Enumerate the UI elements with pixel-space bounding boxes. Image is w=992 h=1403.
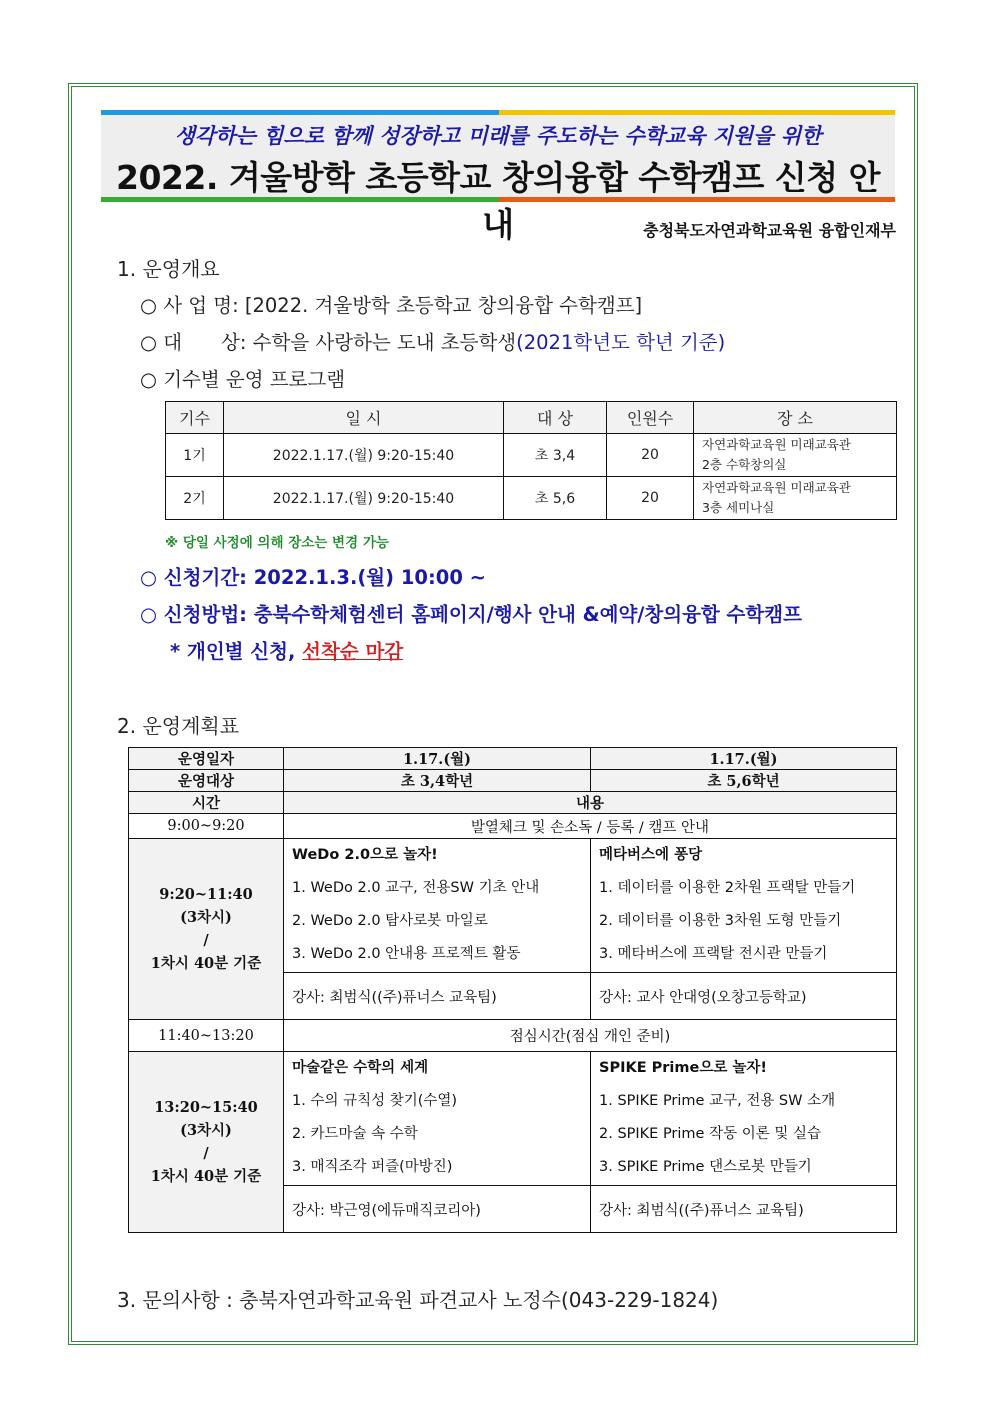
- slot4-program-b: SPIKE Prime으로 놀자! 1. SPIKE Prime 교구, 전용 SW 소개 2. SPIKE Prime 작동 이론 및 실습 3. SPIKE Prime 댄스로봇 만들기: [591, 1052, 897, 1186]
- apply-note: * 개인별 신청, 선착순 마감: [170, 640, 404, 663]
- slot4-time: 13:20~15:40 (3차시) / 1차시 40분 기준: [129, 1052, 284, 1233]
- slot2-time: 9:20~11:40 (3차시) / 1차시 40분 기준: [129, 839, 284, 1020]
- section2-heading: 2. 운영계획표: [117, 714, 240, 738]
- page-title: 2022. 겨울방학 초등학교 창의융합 수학캠프 신청 안내: [116, 158, 880, 244]
- schedule-table: 운영일자 1.17.(월) 1.17.(월) 운영대상 초 3,4학년 초 5,6학년 시간 내용 9:00~9:20 발열체크 및 손소독 / 등록 / 캠프 안내 9:20~11:40 (3차시) / 1차시 40분 기준 WeDo 2.0으로 놀자! 1. WeDo 2.0 교구, 전용SW 기초 안내 2. WeDo 2.0 탐사로봇 마일로 3. WeDo 2.0 안내용 프로젝트 활동 메타버스에 퐁당 1. 데이터를 이용한 2차원 프랙탈 만들기 2. 데이터를 이용한 3차원 도형 만들기 3. 메타버스에 프랙탈 전시관 만들기 강사: 최범식((주)퓨너스 교육팀) 강사: 교사 안대영(오창고등학교) 11:40~13:20 점심시간(점심 개인 준비) 13:20~15:40 (3차시) / 1차시 40분 기준 마술같은 수학의 세계 1. 수의 규칙성 찾기(수열) 2. 카드마술 속 수학 3. 매직조각 퍼즐(마방진) SPIKE Prime으로 놀자! 1. SPIKE Prime 교구, 전용 SW 소개 2. SPIKE Prime 작동 이론 및 실습 3. SPIKE Prime 댄스로봇 만들기 강사: 박근영(에듀매직코리아) 강사: 최범식((주)퓨너스 교육팀): [128, 747, 897, 1233]
- contact-info: 3. 문의사항 : 충북자연과학교육원 파견교사 노정수(043-229-1824): [117, 1288, 719, 1312]
- apply-method: ○ 신청방법: 충북수학체험센터 홈페이지/행사 안내 &예약/창의융합 수학캠프: [140, 603, 802, 626]
- table-row: 1기 2022.1.17.(월) 9:20-15:40 초 3,4 20 자연과학교육원 미래교육관 2층 수학창의실: [166, 434, 897, 477]
- slot2-program-b: 메타버스에 퐁당 1. 데이터를 이용한 2차원 프랙탈 만들기 2. 데이터를 이용한 3차원 도형 만들기 3. 메타버스에 프랙탈 전시관 만들기: [591, 839, 897, 973]
- apply-period: ○ 신청기간: 2022.1.3.(월) 10:00 ~: [140, 566, 487, 589]
- banner-subtitle: 생각하는 힘으로 함께 성장하고 미래를 주도하는 수학교육 지원을 위한: [174, 123, 822, 148]
- th-datetime: 일 시: [224, 402, 504, 434]
- target-line: ○ 대 상: 수학을 사랑하는 도내 초등학생(2021학년도 학년 기준): [140, 331, 726, 354]
- department: 충청북도자연과학교육원 융합인재부: [643, 221, 896, 240]
- th-target: 대 상: [504, 402, 607, 434]
- place-change-note: ※ 당일 사정에 의해 장소는 변경 가능: [165, 535, 389, 551]
- business-name: ○ 사 업 명: [2022. 겨울방학 초등학교 창의융합 수학캠프]: [140, 294, 643, 317]
- th-place: 장 소: [694, 402, 897, 434]
- slot2-program-a: WeDo 2.0으로 놀자! 1. WeDo 2.0 교구, 전용SW 기초 안내 2. WeDo 2.0 탐사로봇 마일로 3. WeDo 2.0 안내용 프로젝트 활동: [284, 839, 591, 973]
- table-row: 2기 2022.1.17.(월) 9:20-15:40 초 5,6 20 자연과학교육원 미래교육관 3층 세미나실: [166, 477, 897, 520]
- section1-heading: 1. 운영개요: [117, 257, 220, 281]
- slot4-program-a: 마술같은 수학의 세계 1. 수의 규칙성 찾기(수열) 2. 카드마술 속 수학 3. 매직조각 퍼즐(마방진): [284, 1052, 591, 1186]
- session-table: [165, 401, 897, 520]
- program-line: ○ 기수별 운영 프로그램: [140, 368, 346, 391]
- th-count: 인원수: [607, 402, 694, 434]
- th-gisu: 기수: [166, 402, 224, 434]
